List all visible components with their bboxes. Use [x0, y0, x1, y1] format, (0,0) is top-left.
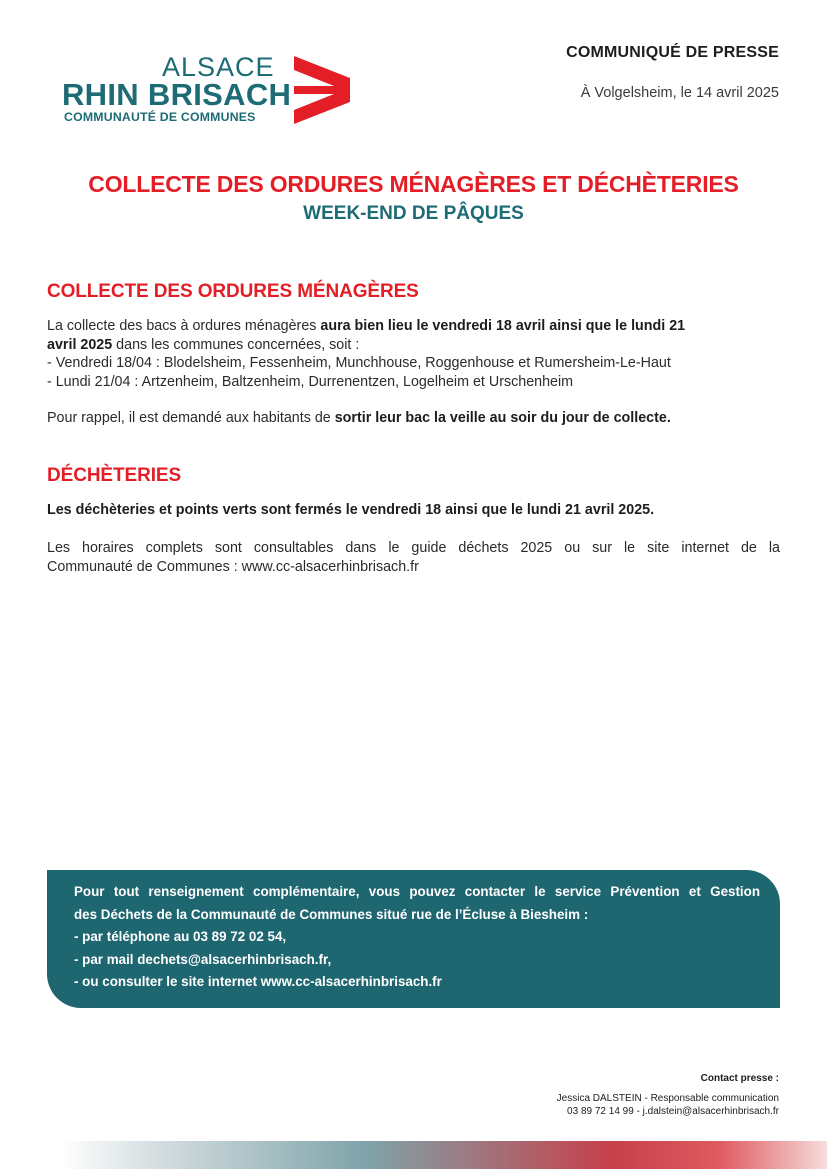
- schedule-line: Communauté de Communes : www.cc-alsacerhinbrisach.fr: [47, 558, 419, 575]
- logo: [62, 52, 352, 128]
- section-heading-collecte: COLLECTE DES ORDURES MÉNAGÈRES: [47, 281, 419, 302]
- contact-box-line: - par téléphone au 03 89 72 02 54,: [74, 929, 287, 944]
- reminder-bold: sortir leur bac la veille au soir du jour de collecte.: [334, 410, 671, 426]
- decheteries-closed-notice: [47, 501, 780, 520]
- collecte-intro-paragraph: [47, 317, 780, 391]
- footer-gradient-bar: [60, 1141, 827, 1169]
- press-contact-label: Contact presse :: [700, 1073, 779, 1084]
- collecte-list-item: - Lundi 21/04 : Artzenheim, Baltzenheim, Durrenentzen, Logelheim et Urschenheim: [47, 373, 574, 390]
- press-contact-details: 03 89 72 14 99 - j.dalstein@alsacerhinbrisach.fr: [567, 1106, 779, 1117]
- logo-line-rhin-brisach: RHIN BRISACH: [62, 77, 292, 112]
- section-heading-decheteries: DÉCHÈTERIES: [47, 465, 182, 486]
- schedule-line: Les horaires complets sont consultables dans le guide déchets 2025 ou sur le site internet de la: [47, 540, 780, 556]
- closed-notice-bold: Les déchèteries et points verts sont fermés le vendredi 18 ainsi que le lundi 21 avril 2025.: [47, 502, 655, 518]
- contact-info-box: [47, 870, 780, 1008]
- collecte-intro-bold-year: avril 2025: [47, 336, 113, 353]
- contact-box-line: - par mail dechets@alsacerhinbrisach.fr,: [74, 951, 332, 967]
- collecte-list-item: - Vendredi 18/04 : Blodelsheim, Fessenheim, Munchhouse, Roggenhouse et Rumersheim-Le-Haut: [47, 355, 671, 371]
- contact-box-line: - ou consulter le site internet www.cc-alsacerhinbrisach.fr: [74, 974, 442, 989]
- document-subtitle: WEEK-END DE PÂQUES: [303, 203, 524, 224]
- press-contact-name: Jessica DALSTEIN - Responsable communication: [556, 1092, 779, 1104]
- press-date: À Volgelsheim, le 14 avril 2025: [580, 85, 779, 101]
- collecte-intro-suffix: dans les communes concernées, soit :: [112, 336, 360, 353]
- logo-chevron-icon: [294, 56, 352, 124]
- press-release-label: COMMUNIQUÉ DE PRESSE: [566, 44, 779, 61]
- contact-box-line: des Déchets de la Communauté de Communes situé rue de l’Écluse à Biesheim :: [74, 906, 589, 922]
- document-title: COLLECTE DES ORDURES MÉNAGÈRES ET DÉCHÈTERIES: [88, 171, 739, 197]
- collecte-reminder: [47, 409, 780, 428]
- logo-line-communaute: COMMUNAUTÉ DE COMMUNES: [64, 110, 256, 124]
- collecte-intro-text: La collecte des bacs à ordures ménagères: [47, 318, 321, 334]
- contact-box-line: Pour tout renseignement complémentaire, vous pouvez contacter le service Prévention et Gestion: [74, 884, 760, 899]
- press-contact: [557, 1072, 779, 1119]
- decheteries-schedule-paragraph: [47, 539, 780, 576]
- logo-line-alsace: ALSACE: [162, 52, 275, 82]
- reminder-text: Pour rappel, il est demandé aux habitants de: [47, 410, 335, 426]
- collecte-intro-bold: aura bien lieu le vendredi 18 avril ainsi que le lundi 21: [320, 318, 686, 334]
